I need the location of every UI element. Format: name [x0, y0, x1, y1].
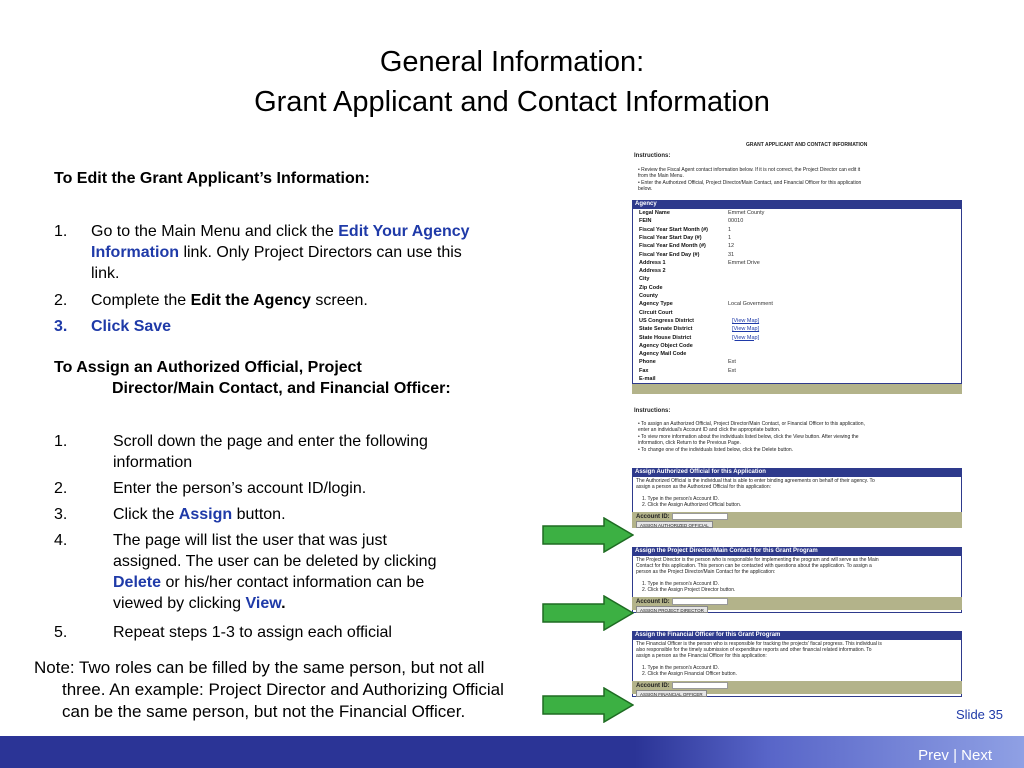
agency-row	[632, 285, 962, 292]
agency-row	[632, 293, 962, 300]
section-step: 2. Click the Assign Financial Officer button.	[642, 671, 737, 677]
nav-separator: |	[953, 747, 957, 764]
pointer-arrow-icon	[542, 595, 634, 631]
instruction-text: • To change one of the individuals listed below, click the Delete button.	[638, 447, 794, 453]
view-keyword: View	[245, 595, 282, 612]
account-id-label: Account ID:	[636, 514, 670, 520]
agency-row	[632, 252, 962, 259]
step-text: link. Only Project Directors can use this	[179, 244, 462, 261]
account-id-label: Account ID:	[636, 599, 670, 605]
section-step: 1. Type in the person's Account ID.	[642, 665, 720, 671]
agency-row	[632, 318, 962, 325]
agency-field-label: Phone	[639, 359, 656, 366]
assign-section-header: Assign the Project Director/Main Contact for this Grant Program	[632, 547, 962, 555]
agency-field-label: City	[639, 276, 650, 283]
agency-field-label: Fax	[639, 367, 649, 374]
agency-row	[632, 368, 962, 375]
step-text: information	[113, 454, 193, 471]
instruction-text: information, click Return to the Previous Page.	[638, 440, 741, 446]
account-id-input[interactable]	[672, 682, 728, 689]
step-text: Click Save	[91, 318, 172, 335]
agency-field-label: FEIN	[639, 218, 652, 225]
section-step: 2. Click the Assign Authorized Official button.	[642, 502, 742, 508]
edit-heading: To Edit the Grant Applicant’s Information:	[54, 170, 370, 187]
slide-nav	[918, 747, 992, 764]
agency-field-value: Emmet Drive	[728, 259, 760, 266]
agency-field-label: Circuit Court	[639, 309, 673, 316]
agency-row	[632, 210, 962, 217]
agency-field-label: Address 2	[639, 268, 666, 275]
agency-row	[632, 276, 962, 283]
agency-field-label: County	[639, 293, 658, 299]
agency-field-label: Agency Object Code	[639, 342, 693, 349]
step-number: 2.	[54, 480, 68, 497]
section-description: The Project Director is the person who is responsible for implementing the program and will serve as the Main	[636, 557, 879, 563]
assign-heading	[54, 357, 594, 399]
agency-field-value: 1	[728, 226, 732, 233]
agency-field-label: Agency Mail Code	[639, 351, 687, 358]
section-step: 2. Click the Assign Project Director button.	[642, 587, 736, 593]
agency-row	[632, 343, 962, 350]
section-description: also responsible for the timely submission of expenditure reports and other financial related information. To	[636, 647, 872, 653]
agency-field-label: US Congress District	[639, 317, 695, 324]
account-id-label: Account ID:	[636, 683, 670, 689]
step-text: Scroll down the page and enter the following	[113, 433, 428, 450]
title-line-1: General Information:	[379, 46, 645, 78]
pointer-arrow-icon	[542, 517, 634, 553]
step-text: link.	[91, 265, 120, 282]
agency-row	[632, 326, 962, 333]
agency-row	[632, 227, 962, 234]
agency-row	[632, 301, 962, 308]
step-text: or his/her contact information can be	[161, 574, 425, 591]
view-map-link[interactable]: [View Map]	[732, 317, 760, 324]
pointer-arrow-icon	[542, 687, 634, 723]
instruction-text: from the Main Menu.	[638, 173, 684, 179]
step-number: 3.	[54, 318, 68, 335]
assign-section-header: Assign Authorized Official for this Application	[632, 468, 962, 476]
agency-row	[632, 359, 962, 366]
section-step: 1. Type in the person's Account ID.	[642, 496, 720, 502]
note	[34, 657, 594, 723]
next-link[interactable]: Next	[961, 747, 992, 764]
section-description: The Authorized Official is the individual that is able to enter binding agreements on behalf of their agency. To	[636, 478, 875, 484]
agency-field-label: State House District	[639, 334, 692, 341]
instruction-text: • To assign an Authorized Official, Project Director/Main Contact, or Financial Officer to this application,	[638, 421, 865, 427]
section-description: person as the Project Director/Main Contact for the application:	[636, 569, 776, 575]
step-number: 5.	[54, 624, 68, 641]
step-text: button.	[232, 506, 286, 523]
agency-row	[632, 235, 962, 242]
instruction-text: • Review the Fiscal Agent contact information below. If it is not correct, the Project Director can edit it	[638, 167, 861, 173]
step-text: screen.	[310, 292, 368, 309]
agency-field-value: Ext	[728, 359, 736, 366]
note-line: can be the same person, but not the Financial Officer.	[62, 702, 466, 721]
agency-field-value: Ext	[728, 367, 736, 374]
step-text: Click the	[113, 506, 179, 523]
agency-footer-bar	[632, 384, 962, 394]
instruction-text: enter an individual's Account ID and click the appropriate button.	[638, 427, 781, 433]
agency-field-value: 12	[728, 243, 735, 250]
agency-field-label: Legal Name	[639, 210, 670, 216]
edit-agency-link-cont[interactable]: Information	[91, 244, 179, 261]
agency-field-value: 1	[728, 234, 732, 241]
step-number: 3.	[54, 506, 68, 523]
assign-section-header: Assign the Financial Officer for this Grant Program	[632, 631, 962, 639]
step-text: .	[281, 595, 286, 612]
slide-number: Slide 35	[956, 707, 1003, 722]
instruction-text: below.	[638, 186, 653, 192]
agency-row	[632, 218, 962, 225]
agency-field-label: Zip Code	[639, 284, 663, 291]
instructions-label: Instructions:	[634, 408, 671, 414]
assign-keyword: Assign	[178, 506, 233, 523]
step-text: Enter the person’s account ID/login.	[113, 480, 367, 497]
note-line: three. An example: Project Director and Authorizing Official	[62, 680, 504, 699]
agency-field-label: E-mail	[639, 376, 656, 382]
step-text: The page will list the user that was just	[113, 532, 387, 549]
agency-row	[632, 243, 962, 250]
agency-row	[632, 335, 962, 342]
step-text: assigned. The user can be deleted by clicking	[113, 553, 437, 570]
step-number: 1.	[54, 223, 68, 240]
agency-field-value: 31	[728, 251, 735, 258]
agency-field-label: Agency Type	[639, 301, 673, 308]
agency-field-label: Fiscal Year End Month (#)	[639, 243, 706, 250]
footer-bar	[0, 736, 1024, 768]
screenshot-title: GRANT APPLICANT AND CONTACT INFORMATION	[746, 142, 868, 148]
agency-header: Agency	[632, 200, 962, 208]
embedded-screenshot	[628, 138, 962, 708]
step-text: Complete the	[91, 292, 191, 309]
step-number: 2.	[54, 292, 68, 309]
step-number: 4.	[54, 532, 68, 549]
agency-row	[632, 376, 962, 383]
agency-row	[632, 260, 962, 267]
section-description: assign a person as the Financial Officer for this application:	[636, 653, 767, 659]
step-number: 1.	[54, 433, 68, 450]
agency-row	[632, 310, 962, 317]
step-bold: Edit the Agency	[190, 292, 311, 309]
section-description: The Financial Officer is the person who is responsible for tracking the projects' fiscal progress. This individual is	[636, 641, 882, 647]
title-line-2: Grant Applicant and Contact Information	[254, 86, 770, 118]
assign-heading-line-2: Director/Main Contact, and Financial Officer:	[112, 380, 451, 397]
step-text: Go to the Main Menu and click the	[91, 223, 339, 240]
prev-link[interactable]: Prev	[918, 747, 949, 764]
step-text: viewed by clicking	[113, 595, 246, 612]
agency-field-label: Fiscal Year Start Day (#)	[639, 234, 702, 241]
instruction-text: • To view more information about the individuals listed below, click the View button. After viewing the	[638, 434, 859, 440]
assign-button[interactable]: ASSIGN AUTHORIZED OFFICIAL	[636, 521, 713, 528]
assign-button[interactable]: ASSIGN PROJECT DIRECTOR	[636, 606, 708, 613]
assign-button[interactable]: ASSIGN FINANCIAL OFFICER	[636, 690, 707, 697]
agency-field-label: State Senate District	[639, 326, 693, 333]
note-line: Note: Two roles can be filled by the same person, but not all	[34, 658, 485, 677]
agency-field-label: Fiscal Year End Day (#)	[639, 251, 700, 258]
account-id-input[interactable]	[672, 513, 728, 520]
section-description: assign a person as the Authorized Official for this application:	[636, 484, 771, 490]
account-id-input[interactable]	[672, 598, 728, 605]
agency-field-value: 00010	[728, 218, 744, 225]
agency-field-label: Address 1	[639, 259, 666, 266]
instruction-text: • Enter the Authorized Official, Project Director/Main Contact, and Financial Officer for this application	[638, 180, 862, 186]
step-text: Repeat steps 1-3 to assign each official	[113, 624, 392, 641]
section-description: Contact for this application. This person can be contacted with questions about the application. To assign a	[636, 563, 872, 569]
instructions-label: Instructions:	[634, 153, 671, 159]
slide-title	[0, 42, 1024, 122]
edit-agency-link[interactable]: Edit Your Agency	[338, 223, 470, 240]
agency-field-label: Fiscal Year Start Month (#)	[639, 226, 708, 233]
delete-keyword: Delete	[113, 574, 162, 591]
agency-field-value: Local Government	[728, 301, 773, 308]
agency-field-value: Emmet County	[728, 210, 765, 216]
assign-heading-line-1: To Assign an Authorized Official, Project	[54, 359, 362, 376]
agency-row	[632, 351, 962, 358]
view-map-link[interactable]: [View Map]	[732, 326, 760, 333]
section-step: 1. Type in the person's Account ID.	[642, 581, 720, 587]
agency-row	[632, 268, 962, 275]
view-map-link[interactable]: [View Map]	[732, 334, 760, 341]
